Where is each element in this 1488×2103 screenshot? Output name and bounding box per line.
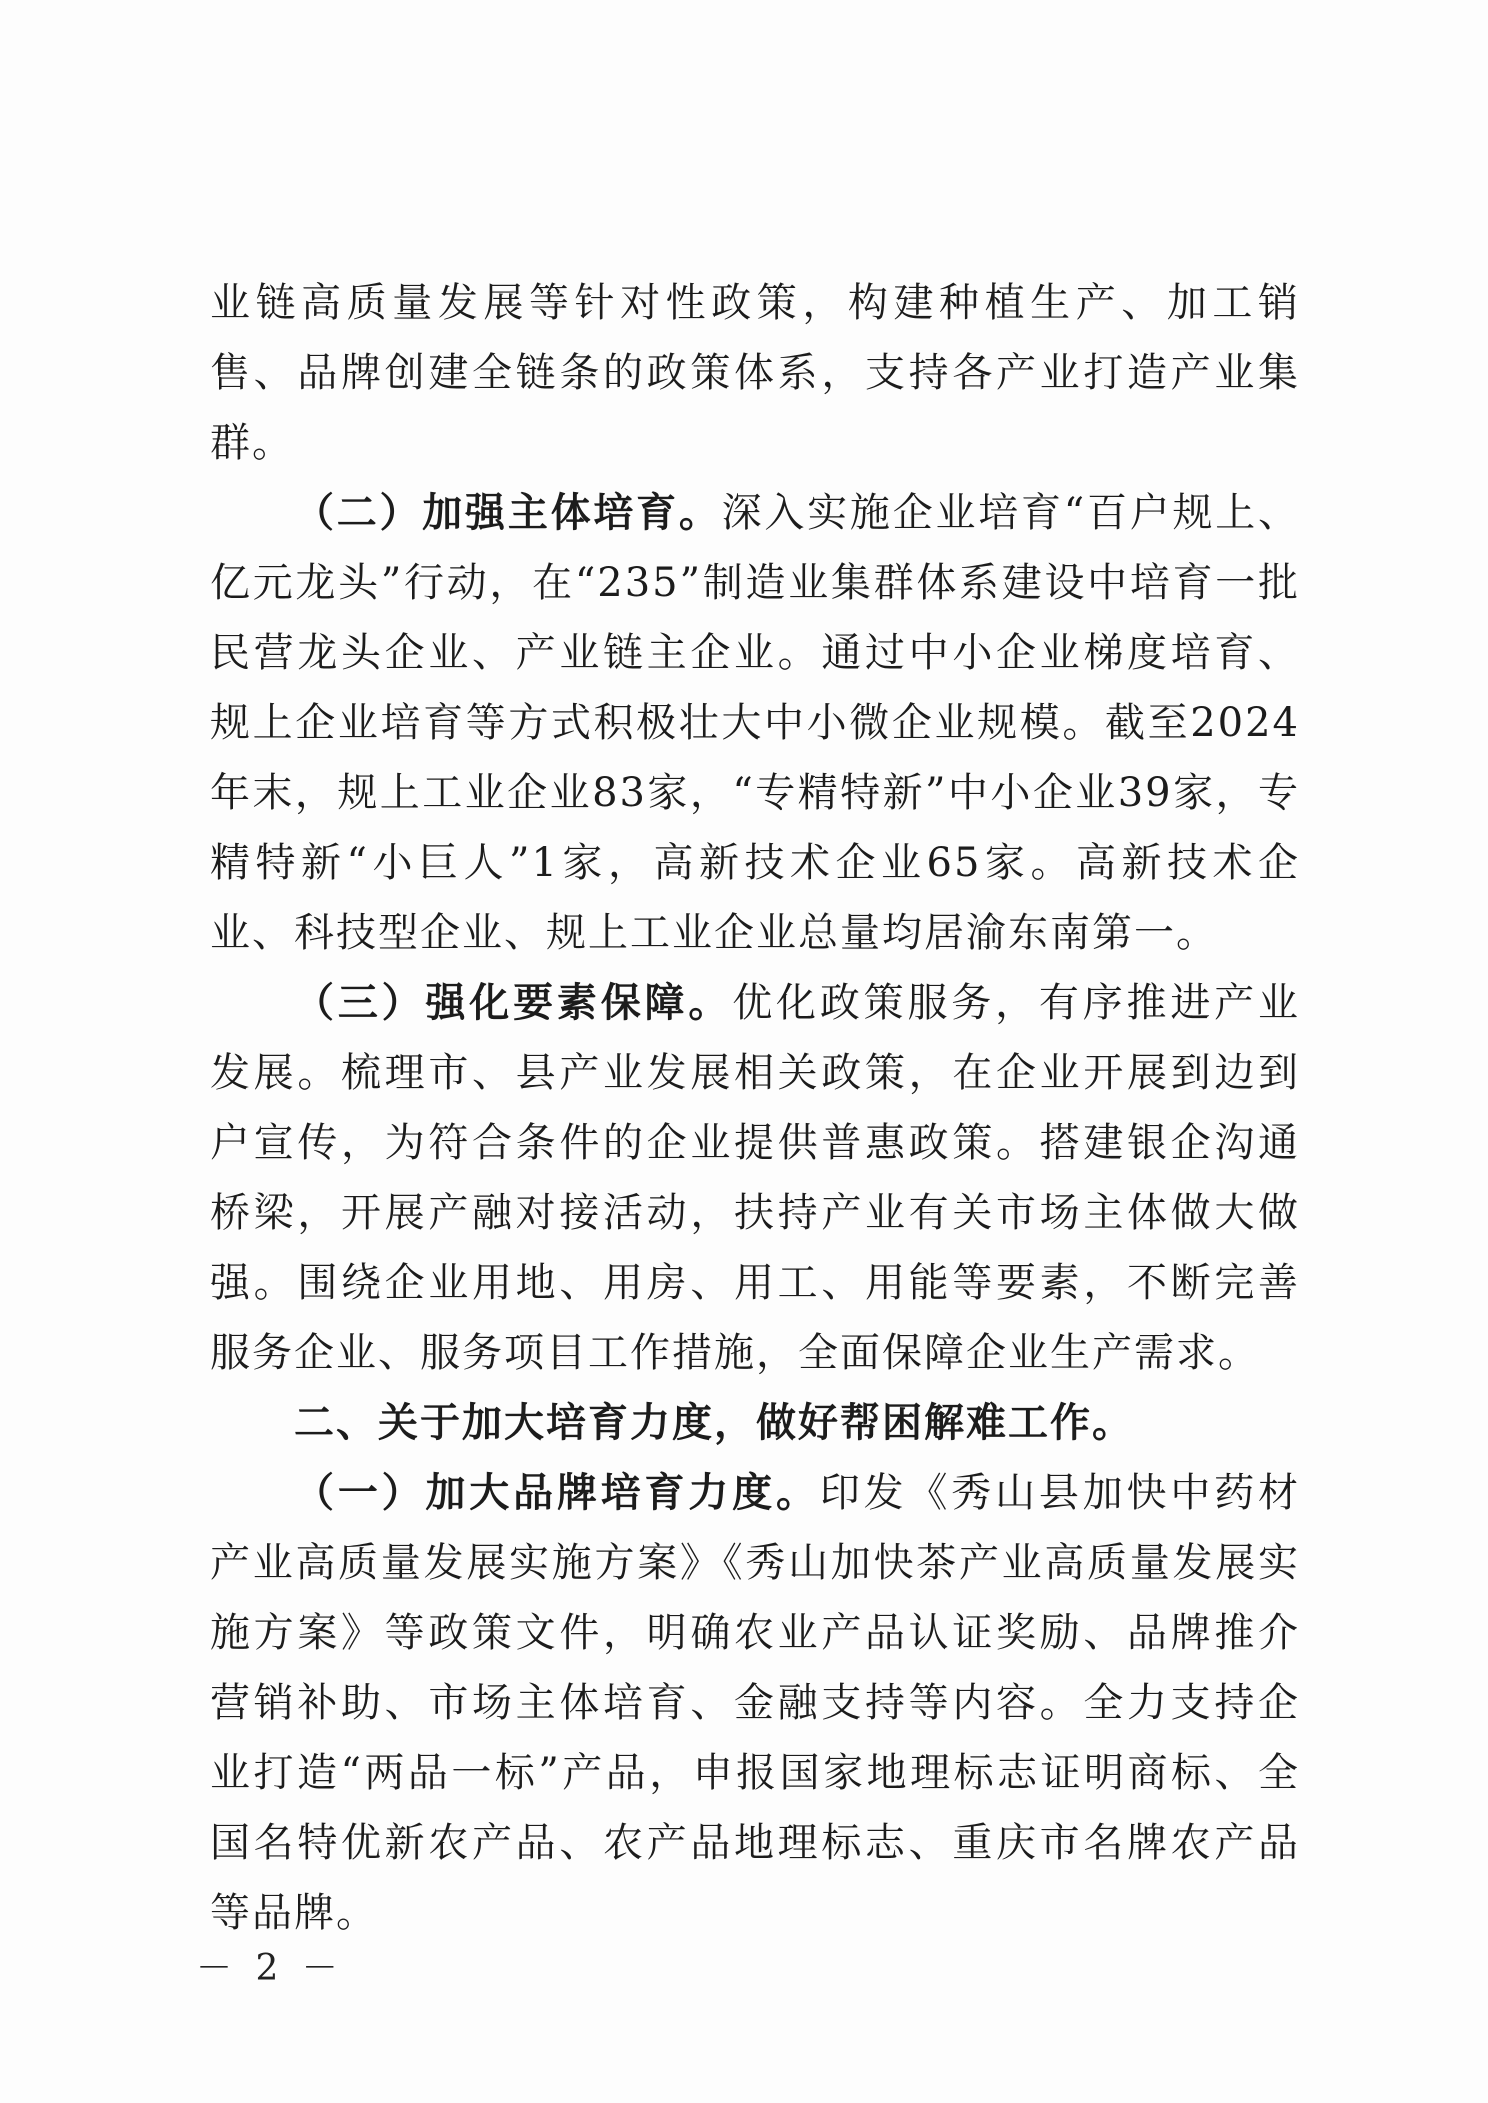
paragraph-strengthen-entity-cultivation (210, 478, 1300, 968)
paragraph-text: 业链高质量发展等针对性政策，构建种植生产、加工销售、品牌创建全链条的政策体系，支持各产业打造产业集群。 (210, 280, 1300, 466)
paragraph-text: 印发《秀山县加快中药材产业高质量发展实施方案》《秀山加快茶产业高质量发展实施方案》等政策文件，明确农业产品认证奖励、品牌推介营销补助、市场主体培育、金融支持等内容。全力支持企业打造“两品一标”产品，申报国家地理标志证明商标、全国名特优新农产品、农产品地理标志、重庆市名牌农产品等品牌。 (210, 1470, 1301, 1936)
paragraph-lead: （二）加强主体培育。 (294, 490, 722, 536)
page-number: － 2 － (196, 1948, 344, 1989)
paragraph-brand-cultivation (210, 1458, 1300, 1948)
paragraph-continuation (210, 268, 1300, 478)
paragraph-lead: （一）加大品牌培育力度。 (294, 1470, 820, 1516)
section-heading: 二、关于加大培育力度，做好帮困解难工作。 (294, 1400, 1134, 1446)
body-text (210, 268, 1300, 1948)
paragraph-text: 深入实施企业培育“百户规上、亿元龙头”行动，在“235”制造业集群体系建设中培育一批民营龙头企业、产业链主企业。通过中小企业梯度培育、规上企业培育等方式积极壮大中小微企业规模。截至2024年末，规上工业企业83家，“专精特新”中小企业39家，专精特新“小巨人”1家，高新技术企业65家。高新技术企业、科技型企业、规上工业企业总量均居渝东南第一。 (210, 490, 1301, 956)
paragraph-lead: （三）强化要素保障。 (294, 980, 733, 1026)
paragraph-text: 优化政策服务，有序推进产业发展。梳理市、县产业发展相关政策，在企业开展到边到户宣传，为符合条件的企业提供普惠政策。搭建银企沟通桥梁，开展产融对接活动，扶持产业有关市场主体做大做强。围绕企业用地、用房、用工、用能等要素，不断完善服务企业、服务项目工作措施，全面保障企业生产需求。 (210, 980, 1301, 1376)
paragraph-strengthen-factor-guarantee (210, 968, 1300, 1388)
